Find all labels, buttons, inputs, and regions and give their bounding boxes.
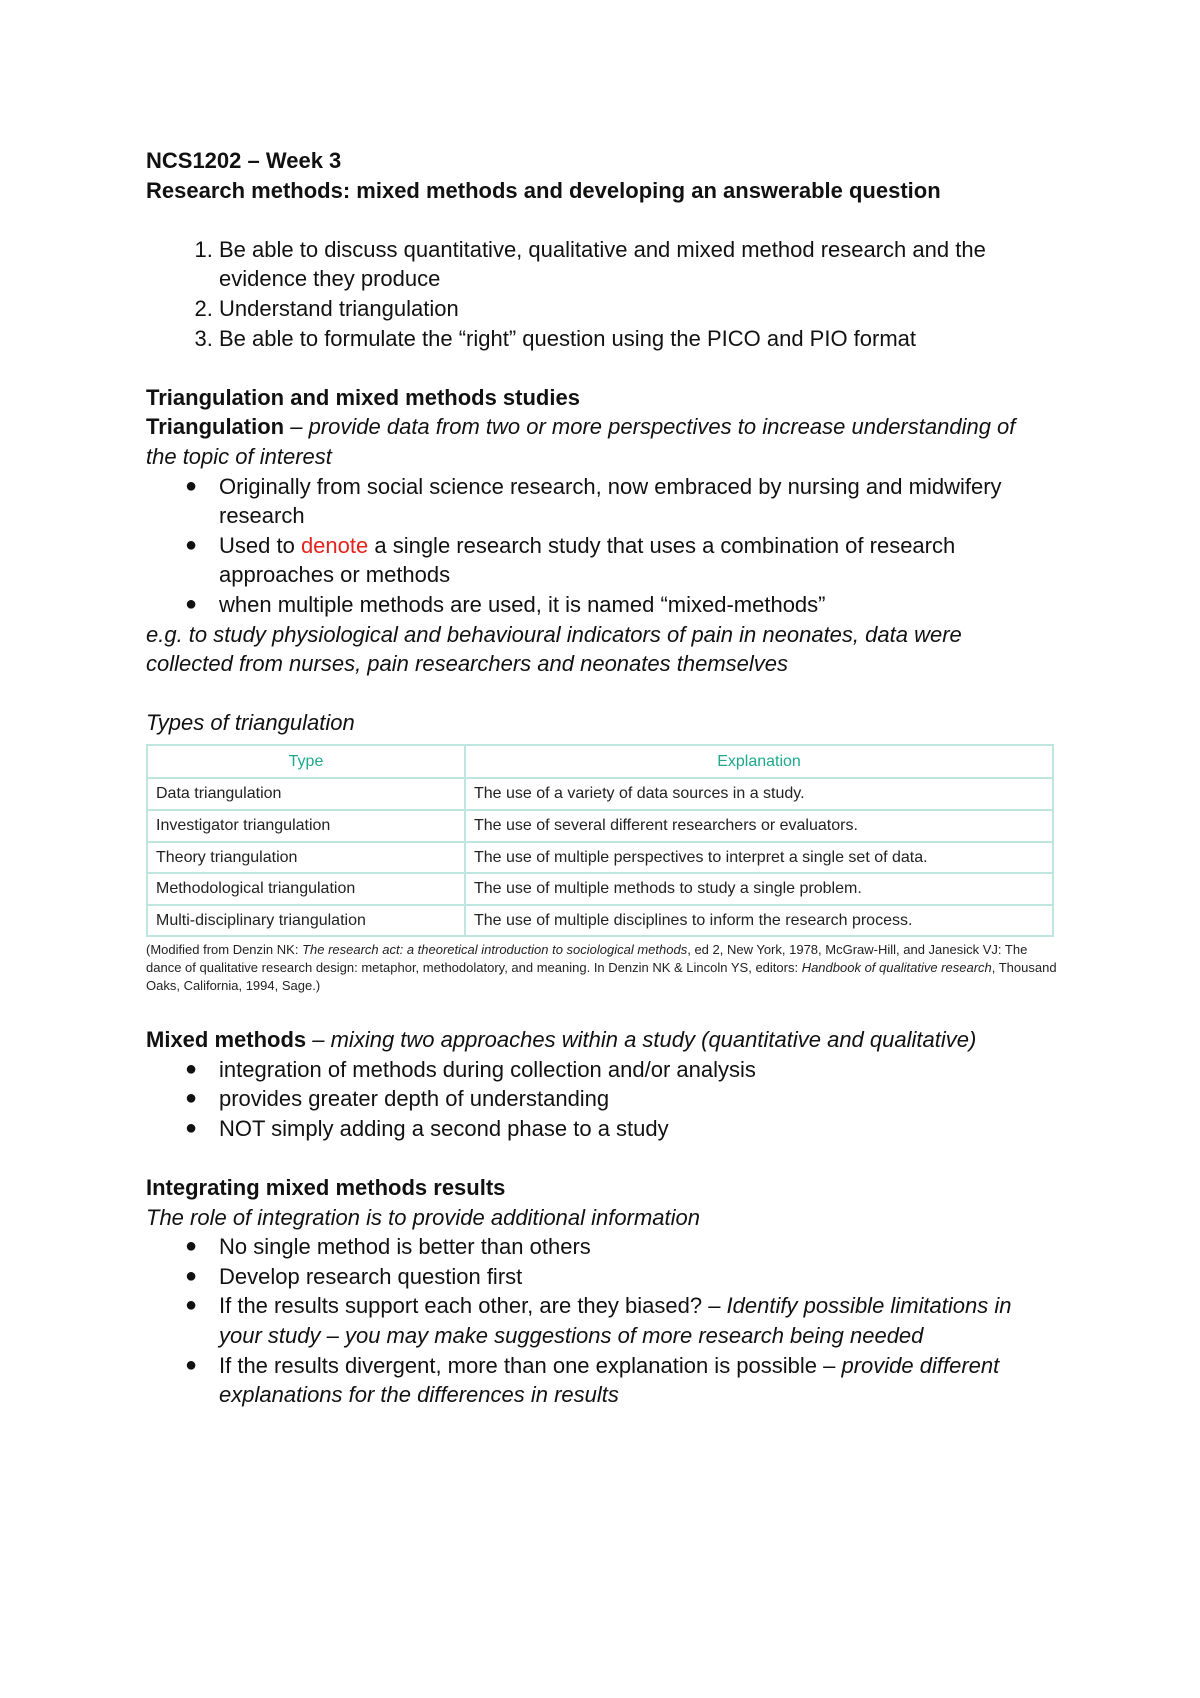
table-cell-explanation: The use of multiple disciplines to inform the research process. — [465, 905, 1053, 937]
table-cell-explanation: The use of a variety of data sources in a study. — [465, 778, 1053, 810]
highlighted-word: denote — [300, 532, 369, 558]
learning-objectives-list — [146, 235, 1046, 353]
table-cell-explanation: The use of multiple methods to study a single problem. — [465, 873, 1053, 905]
table-row — [147, 778, 1053, 810]
bullet-icon: ● — [185, 1087, 198, 1110]
table-cell-type: Multi-disciplinary triangulation — [147, 905, 465, 937]
integrating-heading: Integrating mixed methods results — [146, 1175, 506, 1200]
triangulation-bullets — [146, 472, 1046, 620]
types-of-triangulation-table — [146, 744, 1054, 938]
bullet-icon: ● — [185, 1264, 198, 1287]
list-item: ● Originally from social science research, now embraced by nursing and midwifery research — [185, 473, 1002, 529]
table-cell-type: Investigator triangulation — [147, 810, 465, 842]
bullet-icon: ● — [185, 1353, 198, 1376]
integrating-bullets — [146, 1232, 1046, 1410]
list-item: ● Used to denote a single research study that uses a combination of research approaches or methods — [185, 532, 956, 588]
table-row — [147, 842, 1053, 874]
course-week-title: NCS1202 – Week 3 — [146, 148, 342, 173]
triangulation-definition-text: – provide data from two or more perspectives to increase understanding of the topic of interest — [146, 414, 1016, 469]
list-item: ● No single method is better than others — [219, 1232, 1046, 1262]
list-item: ● provides greater depth of understanding — [219, 1084, 1046, 1114]
table-cell-type: Data triangulation — [147, 778, 465, 810]
triangulation-definition — [146, 412, 1046, 471]
objective-item: 1. Be able to discuss quantitative, qualitative and mixed method research and the evidence they produce — [219, 235, 1046, 294]
document-page — [146, 146, 1057, 1410]
table-cell-explanation: The use of several different researchers or evaluators. — [465, 810, 1053, 842]
types-table-caption: Types of triangulation — [146, 710, 355, 736]
table-cell-explanation: The use of multiple perspectives to interpret a single set of data. — [465, 842, 1053, 874]
list-item: ● If the results divergent, more than one explanation is possible – provide different explanations for the differences in results — [185, 1352, 1000, 1408]
list-item: ● NOT simply adding a second phase to a study — [219, 1114, 1046, 1144]
list-item: ● integration of methods during collection and/or analysis — [219, 1055, 1046, 1085]
bullet-icon: ● — [185, 592, 198, 615]
triangulation-term: Triangulation — [146, 414, 285, 440]
list-item: ● Develop research question first — [219, 1262, 1046, 1292]
list-item: ● when multiple methods are used, it is named “mixed-methods” — [219, 590, 1046, 620]
objective-item: 2. Understand triangulation — [219, 294, 1046, 324]
document-title: Research methods: mixed methods and developing an answerable question — [146, 177, 941, 203]
list-item: ● If the results support each other, are they biased? – Identify possible limitations in your study – you may make suggestions of more research being needed — [185, 1293, 1012, 1348]
table-row — [147, 905, 1053, 937]
bullet-icon: ● — [185, 533, 198, 556]
mixed-methods-definition — [146, 1025, 1046, 1055]
bullet-icon: ● — [185, 1116, 198, 1139]
triangulation-heading: Triangulation and mixed methods studies — [146, 384, 580, 410]
mixed-methods-definition-text: – mixing two approaches within a study (quantitative and qualitative) — [306, 1027, 977, 1053]
bullet-icon: ● — [185, 1235, 198, 1258]
table-header-type: Type — [147, 745, 465, 779]
objective-item: 3. Be able to formulate the “right” question using the PICO and PIO format — [219, 324, 1046, 354]
mixed-methods-bullets — [146, 1055, 1046, 1144]
table-row — [147, 873, 1053, 905]
bullet-icon: ● — [185, 1294, 198, 1317]
table-source-citation: (Modified from Denzin NK: The research act: a theoretical introduction to sociological methods, ed 2, New York, 1978, McGraw-Hill, and Janesick VJ: The dance of qualitative research design: metaphor, methodolatory, and meaning. In Denzin NK & Lincoln YS, editors: Handbook of qualitative research, Thousand Oaks, California, 1994, Sage.) — [146, 942, 1057, 994]
integrating-subheading: The role of integration is to provide additional information — [146, 1204, 700, 1230]
bullet-icon: ● — [185, 1057, 198, 1080]
table-header-explanation: Explanation — [465, 745, 1053, 779]
table-row — [147, 810, 1053, 842]
triangulation-example: e.g. to study physiological and behavioural indicators of pain in neonates, data were collected from nurses, pain researchers and neonates themselves — [146, 621, 962, 677]
table-cell-type: Theory triangulation — [147, 842, 465, 874]
table-cell-type: Methodological triangulation — [147, 873, 465, 905]
bullet-icon: ● — [185, 474, 198, 497]
mixed-methods-term: Mixed methods — [146, 1027, 307, 1053]
